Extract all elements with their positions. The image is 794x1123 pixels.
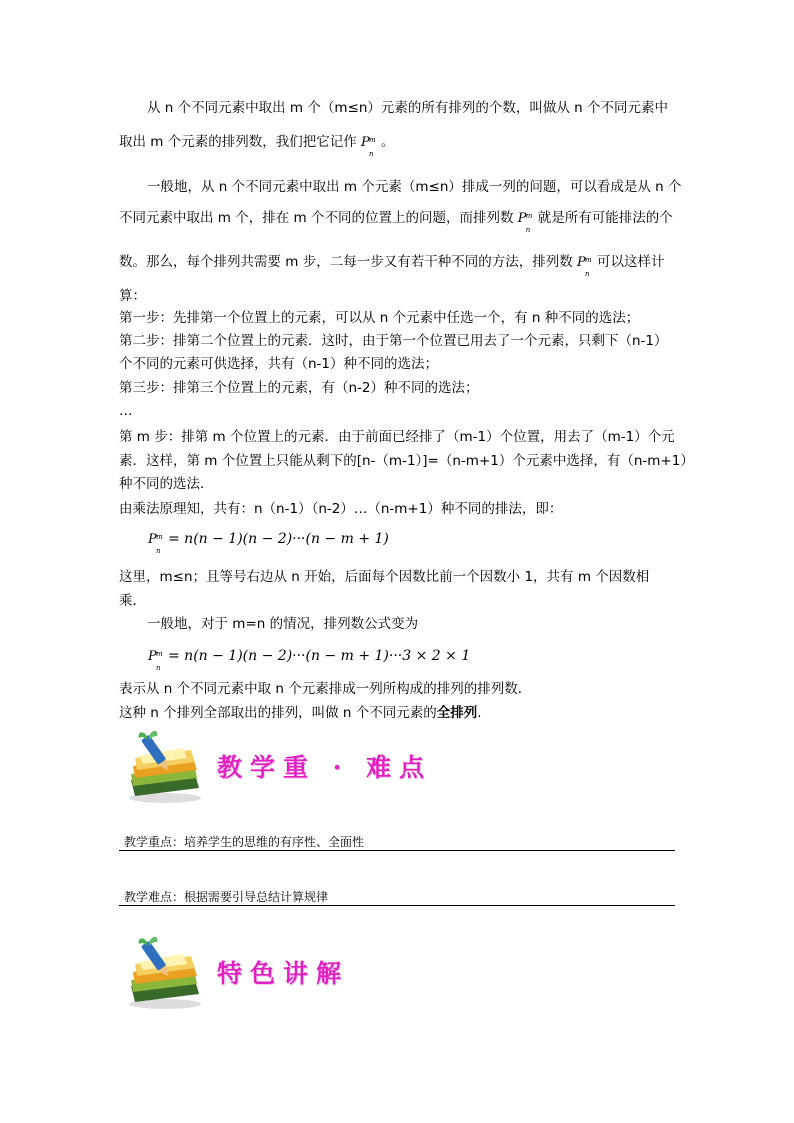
text-fragment: 数。那么，每个排列共需要 m 步，二每一步又有若干种不同的方法，排列数 [119, 254, 573, 270]
paragraph-general-line4: 算： [119, 288, 146, 304]
step-line: 第二步：排第二个位置上的元素．这时，由于第一个位置已用去了一个元素，只剩下（n-1） [119, 333, 668, 349]
paragraph-full-permutation: 一般地，对于 m=n 的情况，排列数公式变为 [147, 616, 419, 632]
step-line: 由乘法原理知，共有：n（n-1）（n-2）…（n-m+1）种不同的排法，即： [119, 501, 563, 517]
text-fragment: 。 [381, 134, 395, 150]
section-banner-key-points [125, 728, 432, 804]
formula-permutation [148, 528, 704, 555]
note-line: 这里，m≤n；且等号右边从 n 开始，后面每个因数比前一个因数小 1，共有 m 个因数相 [119, 569, 650, 585]
paragraph-general-line3 [119, 251, 675, 278]
step-line: … [119, 403, 133, 419]
permutation-symbol: P m n [577, 255, 592, 278]
permutation-symbol: P m n [148, 532, 163, 555]
step-line: 素．这样，第 m 个位置上只能从剩下的[n-（m-1）]=（n-m+1）个元素中选择，有（n-m+1） [119, 453, 694, 469]
permutation-symbol: P m n [517, 211, 533, 234]
step-line: 种不同的选法． [119, 476, 214, 492]
closing-line1: 表示从 n 个不同元素中取 n 个元素排成一列所构成的排列的排列数． [119, 681, 532, 697]
step-line: 第一步：先排第一个位置上的元素，可以从 n 个元素中任选一个，有 n 种不同的选法； [119, 310, 640, 326]
book-pencil-icon [125, 728, 205, 804]
formula-expression: = n(n − 1)(n − 2)···(n − m + 1)···3 × 2 × 1 [168, 648, 471, 664]
closing-line2 [119, 702, 675, 724]
text-fragment: 就是所有可能排法的个 [537, 210, 673, 226]
paragraph-definition-line1: 从 n 个不同元素中取出 m 个（m≤n）元素的所有排列的个数，叫做从 n 个不同元素中 [147, 100, 669, 116]
note-line: 乘． [119, 593, 146, 609]
text-fragment: 这种 n 个排列全部取出的排列，叫做 n 个不同元素的 [119, 705, 437, 721]
book-pencil-icon [125, 934, 205, 1010]
text-fragment: 取出 m 个元素的排列数，我们把它记作 [119, 134, 357, 150]
section-title: 教学重 · 难点 [217, 753, 433, 782]
paragraph-definition-line2 [119, 131, 675, 158]
permutation-symbol: P m n [148, 649, 163, 672]
difficult-point-row: 教学难点：根据需要引导总结计算规律 [119, 889, 675, 906]
text-fragment: 可以这样计 [597, 254, 665, 270]
step-line: 个不同的元素可供选择，共有（n-1）种不同的选法； [119, 356, 439, 372]
paragraph-general-line2 [119, 207, 675, 234]
formula-expression: = n(n − 1)(n − 2)···(n − m + 1) [168, 531, 389, 547]
text-fragment: . [477, 705, 482, 721]
formula-full-permutation [148, 645, 704, 672]
section-banner-features [125, 934, 349, 1010]
paragraph-general-line1: 一般地，从 n 个不同元素中取出 m 个元素（m≤n）排成一列的问题，可以看成是从 n 个 [147, 179, 682, 195]
key-point-row: 教学重点：培养学生的思维的有序性、全面性 [119, 834, 675, 851]
step-line: 第三步：排第三个位置上的元素，有（n-2）种不同的选法； [119, 380, 479, 396]
section-title: 特色讲解 [217, 959, 350, 988]
term-full-permutation: 全排列 [436, 705, 478, 721]
step-line: 第 m 步：排第 m 个位置上的元素．由于前面已经排了（m-1）个位置，用去了（m-1）个元 [119, 429, 675, 445]
text-fragment: 不同元素中取出 m 个，排在 m 个不同的位置上的问题，而排列数 [119, 210, 514, 226]
permutation-symbol: P m n [361, 135, 376, 158]
